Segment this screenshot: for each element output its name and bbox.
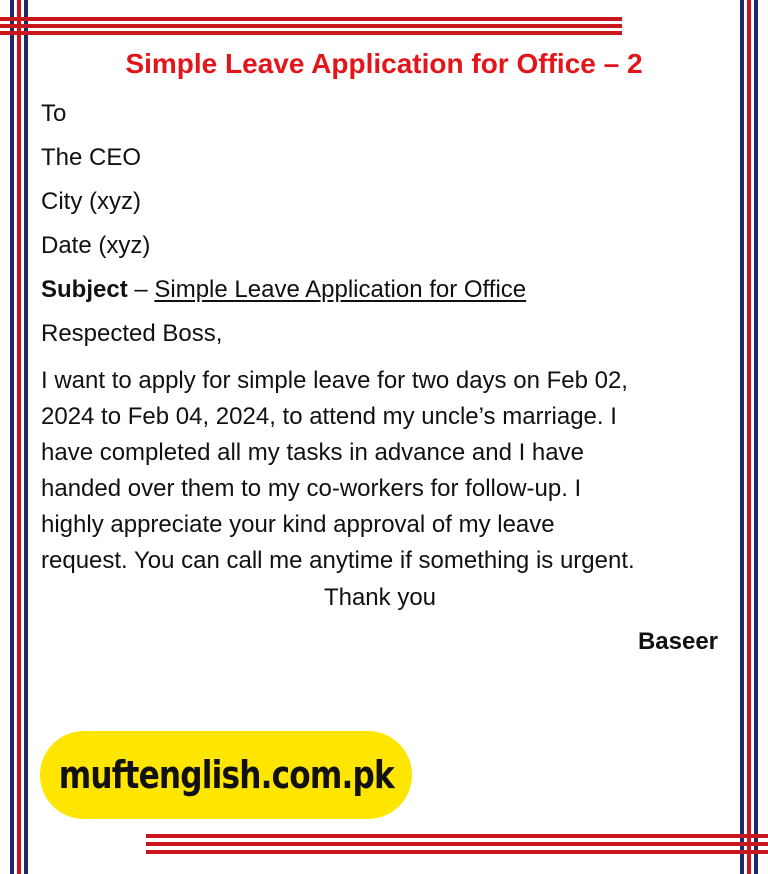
right-border-inner — [754, 0, 758, 874]
top-stripe-3 — [0, 31, 622, 35]
subject-line — [41, 275, 526, 305]
body-line: 2024 to Feb 04, 2024, to attend my uncle’s marriage. I — [41, 403, 617, 430]
bottom-stripe-3 — [146, 850, 768, 854]
recipient-city: City (xyz) — [41, 188, 141, 215]
top-stripe-1 — [0, 17, 622, 21]
right-border-middle — [747, 0, 751, 874]
letter-body — [41, 363, 731, 579]
salutation: Respected Boss, — [41, 320, 223, 347]
website-badge-text: muftenglish.com.pk — [58, 753, 394, 797]
recipient-to: To — [41, 100, 67, 127]
letter-date: Date (xyz) — [41, 232, 151, 259]
subject-separator: – — [127, 276, 155, 303]
website-badge — [40, 731, 412, 819]
right-border-outer — [740, 0, 744, 874]
body-line: highly appreciate your kind approval of my leave — [41, 511, 555, 538]
letter-title: Simple Leave Application for Office – 2 — [125, 48, 643, 79]
bottom-stripe-2 — [146, 842, 768, 846]
signer-name: Baseer — [637, 628, 718, 655]
body-line: have completed all my tasks in advance and I have — [41, 439, 584, 466]
subject-label: Subject — [41, 276, 128, 303]
body-line: handed over them to my co-workers for follow-up. I — [41, 475, 582, 502]
bottom-stripe-1 — [146, 834, 768, 838]
top-stripe-2 — [0, 24, 622, 28]
subject-text: Simple Leave Application for Office — [154, 276, 527, 303]
body-line: I want to apply for simple leave for two days on Feb 02, — [41, 367, 628, 394]
closing: Thank you — [323, 584, 437, 611]
recipient-name: The CEO — [41, 144, 142, 171]
body-line: request. You can call me anytime if something is urgent. — [41, 547, 635, 574]
left-border-outer — [10, 0, 14, 874]
left-border-middle — [17, 0, 21, 874]
left-border-inner — [24, 0, 28, 874]
